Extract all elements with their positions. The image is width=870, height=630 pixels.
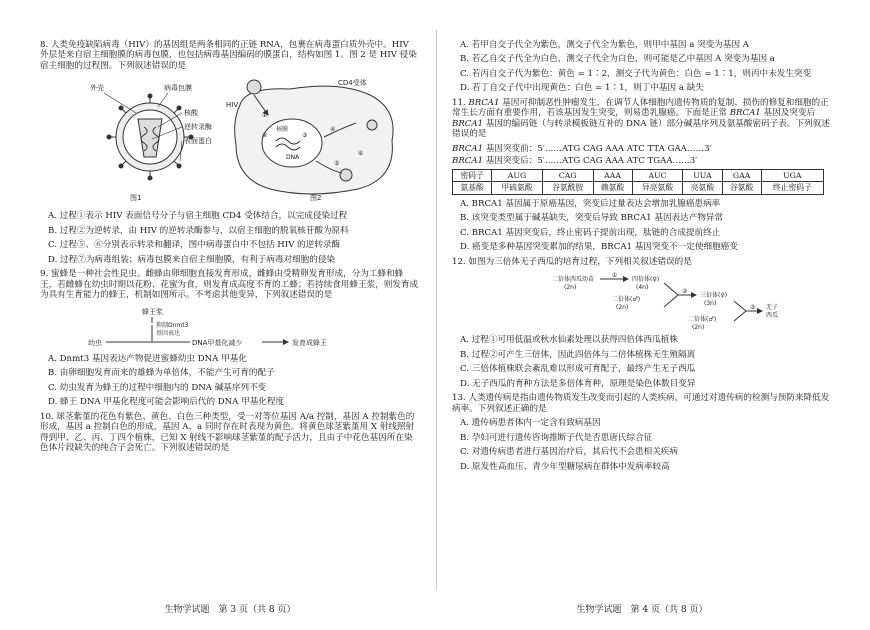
codon-table-header-row (453, 169, 824, 182)
q8-figure (40, 75, 420, 207)
label-envelope: 病毒包膜 (164, 84, 192, 93)
amino-cell-0: 氨基酸 (453, 182, 492, 195)
q9-figure (40, 305, 420, 351)
q12-option-b: B. 过程②可产生三倍体，因此四倍体与二倍体植株无生殖隔离 (460, 349, 696, 360)
methylation-diagram (40, 305, 420, 351)
q9-inhibit-dnmt3: 抑制Dnmt3 (156, 321, 189, 329)
q11-seq-before-gene: BRCA1 (452, 143, 484, 154)
node-diploid-male: 二倍体(♂) (612, 296, 641, 304)
right-column (452, 40, 832, 476)
step-label-3: ③ (750, 304, 756, 312)
codon-header-1: AUG (492, 169, 543, 182)
node-diploid-male-2: 二倍体(♂) (688, 316, 717, 324)
node-diploid-seedling-ploidy: (2n) (564, 284, 577, 292)
amino-cell-6: 谷氨酸 (722, 182, 761, 195)
footer-right: 生物学试题 第 4 页（共 8 页） (576, 605, 708, 615)
fig2-caption: 图2 (310, 194, 322, 203)
node-diploid-seedling: 二倍体西瓜幼苗 (552, 276, 595, 284)
q12-option-d: D. 无子西瓜的育种方法是多倍体育种，原理是染色体数目变异 (460, 378, 696, 389)
node-tetraploid-ploidy: (4n) (636, 284, 649, 292)
q9-dna-methylation: DNA甲基化减少 (192, 338, 243, 347)
node-triploid-female: 三倍体(♀) (700, 292, 728, 300)
hiv-virus-structure (90, 83, 212, 202)
label-hiv: HIV (226, 101, 239, 110)
q11-seq-before (452, 144, 832, 154)
q11-stem-part1: 基因可抑制恶性肿瘤发生，在调节人体细胞内遗传物质的复制、损伤的修复和细胞的正常生长方面有重要作用，若该基因发生突变，则易患乳腺癌。下面是正常 (452, 97, 829, 119)
q12-figure (452, 271, 832, 333)
step-label-2: ② (682, 288, 688, 296)
q13-option-d: D. 原发性高血压、青少年型糖尿病在群体中发病率较高 (460, 461, 670, 472)
q8-option-d: D. 过程⑦为病毒组装；病毒包膜来自宿主细胞膜，有利于病毒对细胞的侵染 (48, 254, 336, 265)
label-cd4-receptor: CD4受体 (338, 79, 367, 88)
q11-option-c: C. BRCA1 基因突变后，终止密码子提前出现，肽链的合成提前终止 (460, 227, 721, 238)
watermelon-breeding-diagram (452, 271, 832, 333)
q11-seq-after-gene: BRCA1 (452, 156, 484, 167)
q10-option-c: C. 若丙自交子代为紫色：黄色 = 1∶2，测交子代为黄色：白色 = 1∶1，则丙中未发生突变 (460, 68, 812, 79)
codon-header-7: UGA (761, 169, 823, 182)
q10-stem: 10. 球茎紫堇的花色有紫色、黄色、白色三种类型，受一对等位基因 A/a 控制，基因 A 控制紫色的形成，基因 a 控制白色的形成，基因 A、a 同时存在时表现为黄色。将黄色球茎紫堇用 X 射线照射得到甲、乙、丙、丁四个植株，已知 X 射线不影响球茎紫堇的配子活力，且由子中花色基因所在染色体片段缺失的纯合子会死亡。下列叙述错误的是 (40, 411, 415, 454)
q9-gene-expression: 基因表达 (156, 329, 181, 337)
codon-header-2: CAG (542, 169, 593, 182)
step-4: ④ (330, 126, 336, 134)
amino-cell-7: 终止密码子 (761, 182, 823, 195)
q11-gene-2: BRCA1 (729, 108, 761, 119)
q13-option-b: B. 孕妇可进行遗传咨询推断子代是否患唐氏综合征 (460, 432, 653, 443)
q11-seq-after-text: 基因突变后：5′……ATG CAG AAA ATC TGAA……3′ (483, 156, 698, 167)
node-tetraploid-female: 四倍体(♀) (632, 276, 660, 284)
node-diploid-male-ploidy: (2n) (616, 304, 629, 312)
amino-cell-2: 谷氨酰胺 (542, 182, 593, 195)
amino-cell-1: 甲硫氨酸 (492, 182, 543, 195)
q11-option-b: B. 该突变类型属于碱基缺失，突变后导致 BRCA1 基因表达产物异常 (460, 213, 724, 224)
q8-option-b: B. 过程②为逆转录，由 HIV 的逆转录酶参与，以宿主细胞的脱氧核苷酸为原料 (48, 225, 349, 236)
node-seedless: 无子 (766, 304, 779, 312)
q11-stem-part2: 基因及突变后 (760, 108, 816, 119)
q12-option-c: C. 三倍体植株联会紊乱难以形成可育配子，最终产生无子西瓜 (460, 364, 696, 375)
q13-option-a: A. 遗传病患者体内一定含有致病基因 (460, 418, 601, 429)
q13-stem: 13. 人类遗传病是指由遗传物质发生改变而引起的人类疾病，可通过对遗传病的检测与预防来降低发病率。下列叙述正确的是 (452, 393, 830, 414)
q11-seq-before-text: 基因突变前：5′……ATG CAG AAA ATC TTA GAA……3′ (483, 143, 712, 154)
q8-option-a: A. 过程①表示 HIV 表面信号分子与宿主细胞 CD4 受体结合，以完成侵染过程 (48, 211, 348, 222)
fig1-caption: 图1 (130, 194, 142, 203)
step-5: ⑤ (334, 160, 340, 168)
q9-option-d: D. 蜂王 DNA 甲基化程度可能会影响后代的 DNA 甲基化程度 (48, 397, 285, 408)
q11-seq-after (452, 156, 832, 166)
q9-option-a: A. Dnmt3 基因表达产物促进蜜蜂幼虫 DNA 甲基化 (48, 353, 247, 364)
label-surface-protein: 表面蛋白 (184, 137, 212, 146)
label-reverse-transcriptase: 逆转录酶 (184, 123, 212, 132)
q11-option-d: D. 癌变是多种基因突变累加的结果，BRCA1 基因突变不一定使细胞癌变 (460, 242, 738, 253)
q9-develop-queen: 发育成蜂王 (292, 338, 327, 347)
label-nuclear-membrane: 核膜 (276, 126, 289, 134)
q8-option-c: C. 过程⑤、⑥分别表示转录和翻译，图中病毒蛋白中不包括 HIV 的逆转录酶 (48, 240, 341, 251)
step-3: ③ (302, 132, 308, 140)
step-6: ⑥ (358, 150, 364, 158)
q9-stem: 9. 蜜蜂是一种社会性昆虫。雌蜂由卵细胞直接发育形成，雌蜂由受精卵发育形成，分为工蜂和蜂王，若雌蜂在幼虫时期以花粉、花蜜为食，则发育成高度不育的工蜂；若持续食用蜂王浆，则发育成为具有生育能力的蜂王，机制如图所示。不考虑其他变异，下列叙述错误的是 (40, 269, 419, 301)
q9-royal-jelly: 蜂王浆 (142, 307, 163, 316)
q10-option-d: D. 若丁自交子代中出现黄色：白色 = 1∶1，则丁中基因 a 缺失 (460, 83, 704, 94)
codon-header-5: UUA (683, 169, 722, 182)
q11-gene-3: BRCA1 (452, 118, 484, 129)
amino-cell-3: 赖氨酸 (593, 182, 632, 195)
codon-table (452, 169, 824, 195)
label-dna: DNA (286, 154, 300, 162)
amino-cell-5: 亮氨酸 (683, 182, 722, 195)
codon-header-6: GAA (722, 169, 761, 182)
q9-option-b: B. 由卵细胞发育而来的雄蜂为单倍体，不能产生可育的配子 (48, 368, 275, 379)
left-column (40, 40, 420, 458)
q12-option-a: A. 过程①可用低温或秋水仙素处理以获得四倍体西瓜植株 (460, 335, 678, 346)
q11-option-a: A. BRCA1 基因属于原癌基因，突变后过量表达会增加乳腺癌患病率 (460, 198, 721, 209)
step-2: ② (262, 132, 268, 140)
hiv-diagram (40, 75, 420, 207)
q11-stem (452, 98, 832, 140)
q10-option-a: A. 若甲自交子代全为紫色，测交子代全为紫色，则甲中基因 a 突变为基因 A (460, 40, 750, 50)
step-label-1: ① (612, 272, 618, 280)
q8-stem: 8. 人类免疫缺陷病毒（HIV）的基因组是两条相同的正链 RNA，包裹在病毒蛋白质外壳中。HIV 外层是来自宿主细胞膜的病毒包膜，也包括病毒基因编码的膜蛋白，结构如图 1。图 2 是 HIV 侵染宿主细胞的过程图。下列叙述错误的是 (40, 40, 417, 71)
q11-gene-1: BRCA1 (468, 97, 500, 108)
step-1: ① (262, 112, 268, 120)
q13-option-c: C. 对遗传病患者进行基因治疗后，其后代不会患相关疾病 (460, 447, 678, 458)
amino-cell-4: 异亮氨酸 (632, 182, 683, 195)
q12-stem: 12. 如图为三倍体无子西瓜的培育过程，下列相关叙述错误的是 (452, 256, 692, 267)
codon-header-4: AUC (632, 169, 683, 182)
label-nucleic-acid: 核酸 (184, 109, 198, 118)
q9-larva: 幼虫 (88, 338, 102, 347)
column-divider (436, 30, 437, 590)
label-capsid: 外壳 (90, 84, 104, 93)
node-diploid-male-2-ploidy: (2n) (692, 324, 705, 332)
codon-header-0: 密码子 (453, 169, 492, 182)
footer-left: 生物学试题 第 3 页（共 8 页） (164, 605, 296, 615)
q11-number: 11. (452, 97, 469, 108)
node-seedless-watermelon: 西瓜 (766, 312, 779, 320)
node-triploid-ploidy: (3n) (704, 300, 717, 308)
codon-header-3: AAA (593, 169, 632, 182)
codon-table-amino-row (453, 182, 824, 195)
hiv-infection-process (226, 78, 393, 202)
q11-stem-part3: 基因的编码链（与转录模板链互补的 DNA 链）部分碱基序列及氨基酸密码子表。下列叙述错误的是 (452, 118, 830, 140)
q10-option-b: B. 若乙自交子代全为白色，测交子代全为白色，则可能是乙中基因 A 突变为基因 a (460, 54, 775, 65)
q9-option-c: C. 幼虫发育为蜂王的过程中细胞内的 DNA 碱基序列不变 (48, 382, 267, 393)
